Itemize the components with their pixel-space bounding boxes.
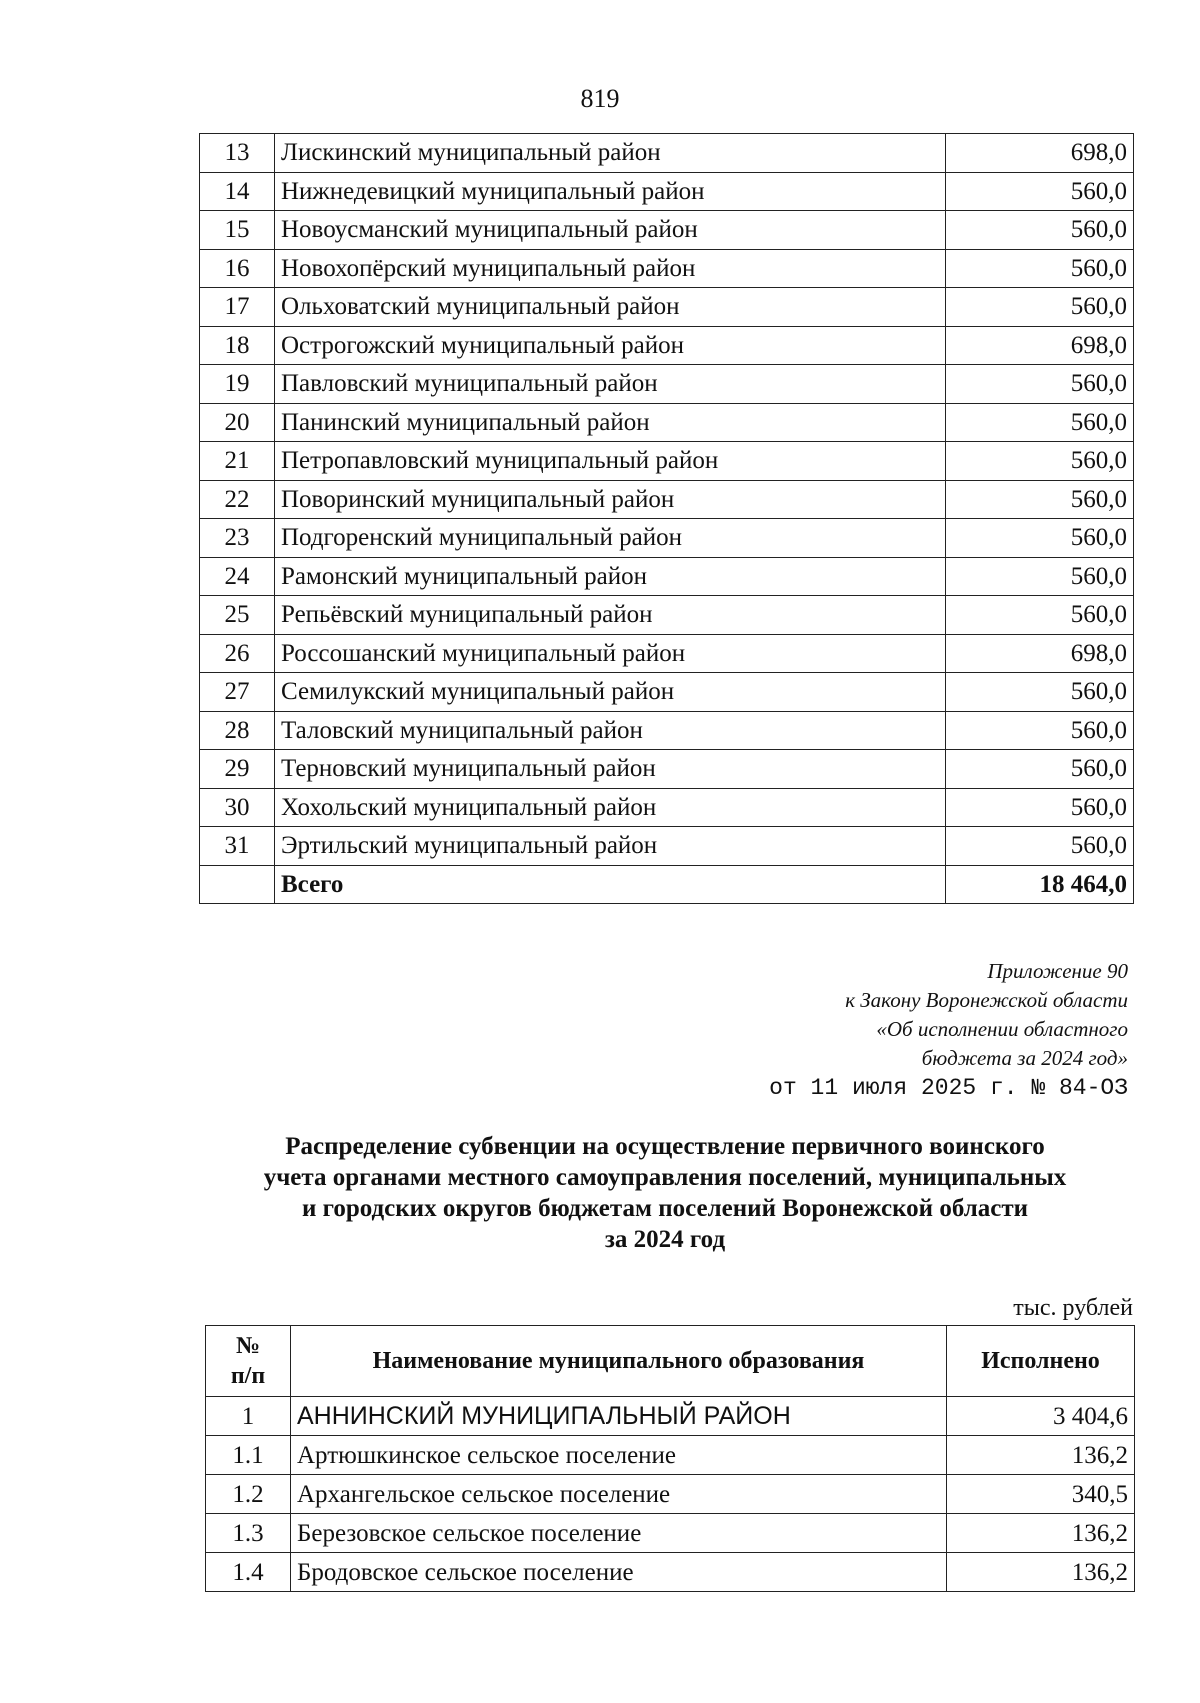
- amount-value: 560,0: [946, 673, 1134, 712]
- row-number: 18: [200, 326, 275, 365]
- title-line: Распределение субвенции на осуществление первичного воинского: [285, 1133, 1045, 1160]
- amount-value: 698,0: [946, 634, 1134, 673]
- district-name: Эртильский муниципальный район: [275, 827, 946, 866]
- amount-value: 560,0: [946, 249, 1134, 288]
- district-name: Ольховатский муниципальный район: [275, 288, 946, 327]
- table-row: [200, 288, 1134, 327]
- row-number: 22: [200, 480, 275, 519]
- row-number: 15: [200, 211, 275, 250]
- total-row: [200, 865, 1134, 904]
- row-number: 1.1: [206, 1436, 291, 1475]
- row-number: 16: [200, 249, 275, 288]
- document-title: [190, 1131, 1140, 1255]
- amount-value: 560,0: [946, 365, 1134, 404]
- amount-value: 698,0: [946, 326, 1134, 365]
- row-number: 26: [200, 634, 275, 673]
- table-row: [200, 596, 1134, 635]
- district-name: Острогожский муниципальный район: [275, 326, 946, 365]
- row-number: 30: [200, 788, 275, 827]
- district-name: Рамонский муниципальный район: [275, 557, 946, 596]
- header-name: Наименование муниципального образования: [291, 1326, 947, 1397]
- row-number: 23: [200, 519, 275, 558]
- appendix-line: бюджета за 2024 год»: [921, 1046, 1128, 1070]
- amount-value: 340,5: [947, 1475, 1135, 1514]
- amount-value: 560,0: [946, 442, 1134, 481]
- amount-value: 560,0: [946, 711, 1134, 750]
- table-row: [206, 1436, 1135, 1475]
- header-number-line: п/п: [230, 1363, 266, 1389]
- amount-value: 560,0: [946, 288, 1134, 327]
- row-number: 1.3: [206, 1514, 291, 1553]
- appendix-line: к Закону Воронежской области: [845, 988, 1128, 1012]
- header-number: [206, 1326, 291, 1397]
- amount-value: 698,0: [946, 134, 1134, 173]
- amount-value: 560,0: [946, 172, 1134, 211]
- municipality-name: Бродовское сельское поселение: [291, 1553, 947, 1592]
- table-row: [200, 365, 1134, 404]
- district-name: Нижнедевицкий муниципальный район: [275, 172, 946, 211]
- district-name: Петропавловский муниципальный район: [275, 442, 946, 481]
- row-number: [200, 865, 275, 904]
- row-number: 1.4: [206, 1553, 291, 1592]
- district-name: Россошанский муниципальный район: [275, 634, 946, 673]
- row-number: 13: [200, 134, 275, 173]
- table-row: [200, 211, 1134, 250]
- amount-value: 3 404,6: [947, 1397, 1135, 1436]
- row-number: 19: [200, 365, 275, 404]
- appendix-note: [528, 957, 1128, 1073]
- amount-value: 560,0: [946, 557, 1134, 596]
- amount-value: 560,0: [946, 750, 1134, 789]
- title-line: учета органами местного самоуправления поселений, муниципальных: [263, 1164, 1067, 1191]
- district-name: Семилукский муниципальный район: [275, 673, 946, 712]
- table-row: [200, 326, 1134, 365]
- district-name: Лискинский муниципальный район: [275, 134, 946, 173]
- subvention-table: [205, 1325, 1135, 1592]
- amount-value: 560,0: [946, 480, 1134, 519]
- municipality-name: Артюшкинское сельское поселение: [291, 1436, 947, 1475]
- row-number: 14: [200, 172, 275, 211]
- amount-value: 560,0: [946, 827, 1134, 866]
- district-name: Новохопёрский муниципальный район: [275, 249, 946, 288]
- row-number: 1.2: [206, 1475, 291, 1514]
- appendix-date: от 11 июля 2025 г. № 84-ОЗ: [769, 1075, 1128, 1101]
- table-row: [206, 1475, 1135, 1514]
- appendix-line: Приложение 90: [987, 959, 1128, 983]
- municipality-name: Архангельское сельское поселение: [291, 1475, 947, 1514]
- districts-table: [199, 133, 1134, 904]
- district-name: Поворинский муниципальный район: [275, 480, 946, 519]
- row-number: 1: [206, 1397, 291, 1436]
- table-row: [200, 134, 1134, 173]
- table-row: [200, 750, 1134, 789]
- table-row: [200, 249, 1134, 288]
- district-name: Подгоренский муниципальный район: [275, 519, 946, 558]
- row-number: 31: [200, 827, 275, 866]
- amount-value: 560,0: [946, 211, 1134, 250]
- amount-value: 136,2: [947, 1553, 1135, 1592]
- amount-value: 560,0: [946, 788, 1134, 827]
- page-number: 819: [580, 84, 620, 113]
- title-line: за 2024 год: [604, 1226, 726, 1253]
- table-row: [200, 673, 1134, 712]
- row-number: 28: [200, 711, 275, 750]
- district-name: Новоусманский муниципальный район: [275, 211, 946, 250]
- table-row: [206, 1553, 1135, 1592]
- header-row: [206, 1326, 1135, 1397]
- total-label: Всего: [275, 865, 946, 904]
- table-row: [206, 1397, 1135, 1436]
- amount-value: 136,2: [947, 1514, 1135, 1553]
- row-number: 24: [200, 557, 275, 596]
- table-row: [200, 557, 1134, 596]
- table-row: [200, 442, 1134, 481]
- table-row: [200, 827, 1134, 866]
- total-value: 18 464,0: [946, 865, 1134, 904]
- municipality-name: Березовское сельское поселение: [291, 1514, 947, 1553]
- table-row: [200, 788, 1134, 827]
- row-number: 17: [200, 288, 275, 327]
- district-name: Репьёвский муниципальный район: [275, 596, 946, 635]
- table-row: [200, 711, 1134, 750]
- district-name: Терновский муниципальный район: [275, 750, 946, 789]
- row-number: 29: [200, 750, 275, 789]
- municipality-name: АННИНСКИЙ МУНИЦИПАЛЬНЫЙ РАЙОН: [291, 1397, 947, 1436]
- row-number: 25: [200, 596, 275, 635]
- district-name: Павловский муниципальный район: [275, 365, 946, 404]
- table-row: [200, 480, 1134, 519]
- row-number: 27: [200, 673, 275, 712]
- header-value: Исполнено: [947, 1326, 1135, 1397]
- table-row: [200, 403, 1134, 442]
- table-row: [200, 519, 1134, 558]
- title-line: и городских округов бюджетам поселений Воронежской области: [301, 1195, 1029, 1222]
- table-row: [200, 634, 1134, 673]
- amount-value: 560,0: [946, 403, 1134, 442]
- table-row: [200, 172, 1134, 211]
- amount-value: 136,2: [947, 1436, 1135, 1475]
- header-number-line: №: [235, 1333, 261, 1359]
- district-name: Панинский муниципальный район: [275, 403, 946, 442]
- appendix-line: «Об исполнении областного: [876, 1017, 1128, 1041]
- row-number: 21: [200, 442, 275, 481]
- district-name: Хохольский муниципальный район: [275, 788, 946, 827]
- table-row: [206, 1514, 1135, 1553]
- amount-value: 560,0: [946, 519, 1134, 558]
- unit-label: тыс. рублей: [1013, 1295, 1133, 1321]
- amount-value: 560,0: [946, 596, 1134, 635]
- row-number: 20: [200, 403, 275, 442]
- district-name: Таловский муниципальный район: [275, 711, 946, 750]
